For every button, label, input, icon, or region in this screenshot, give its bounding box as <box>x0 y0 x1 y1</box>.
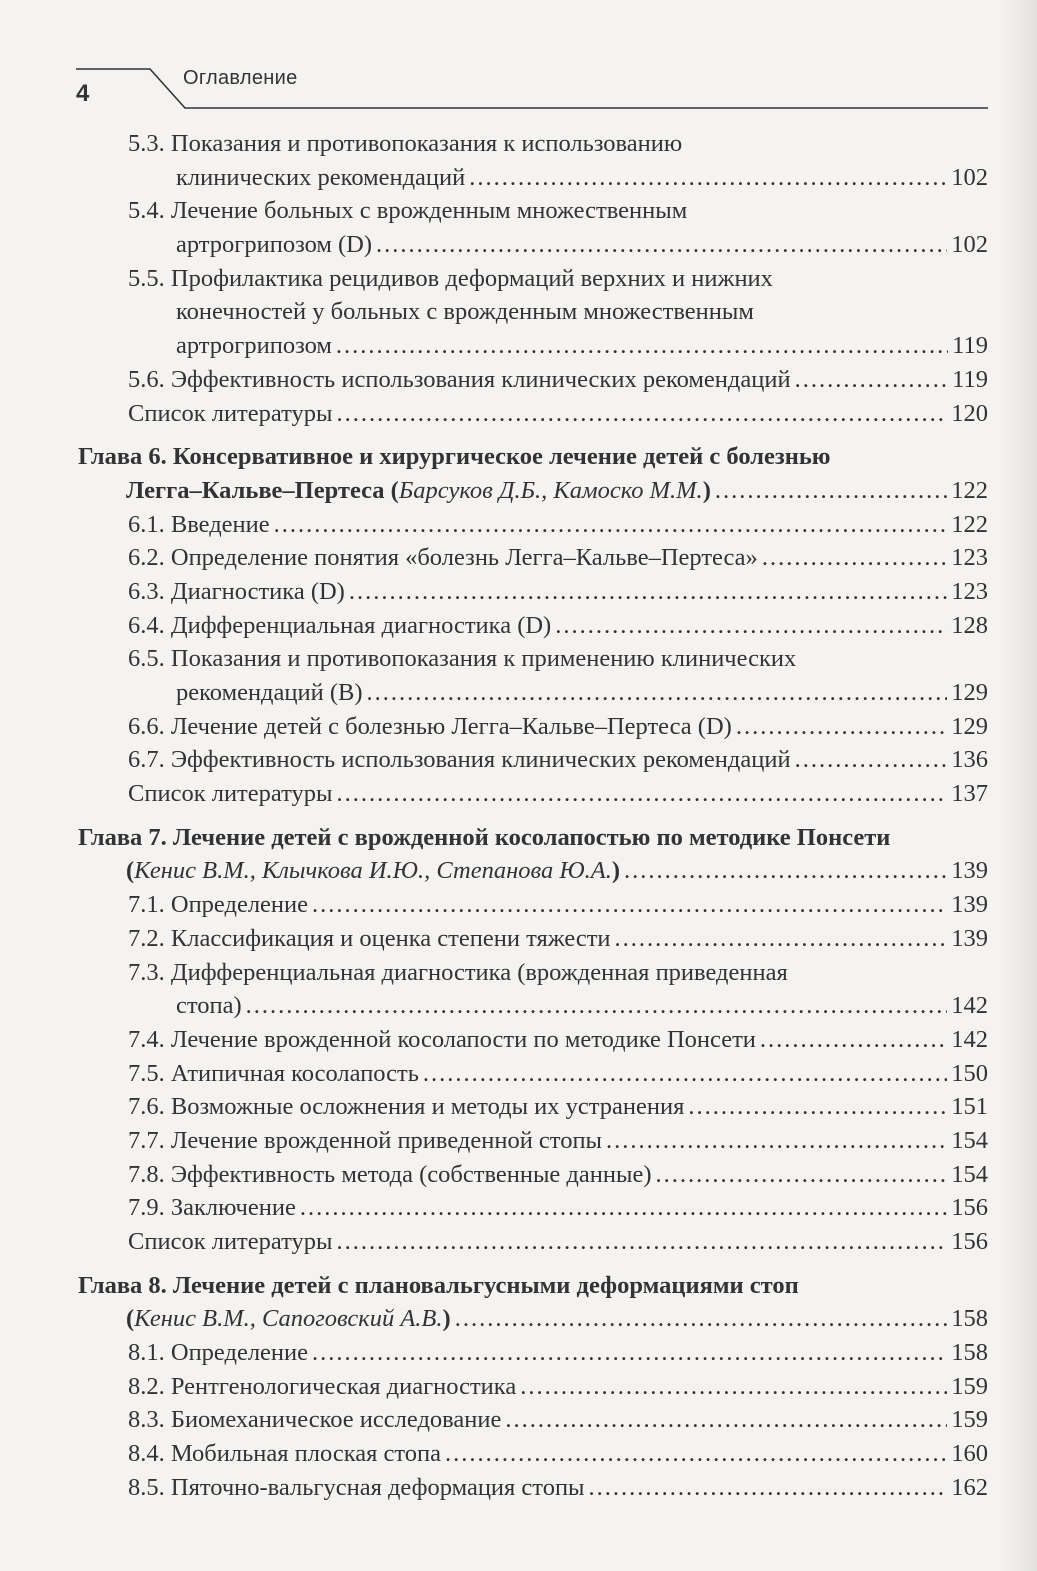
toc-entry[interactable] <box>78 1090 988 1124</box>
toc-page-number: 137 <box>951 780 988 808</box>
toc-entry[interactable] <box>78 228 988 262</box>
toc-entry-text: Список литературы <box>128 780 333 808</box>
toc-leader-dots <box>376 228 947 262</box>
toc-leader-dots <box>445 1437 947 1471</box>
toc-entry[interactable] <box>78 888 988 922</box>
toc-page-number: 122 <box>951 476 988 504</box>
toc-entry-text: Список литературы <box>128 399 333 427</box>
toc-page-number: 120 <box>951 399 988 427</box>
toc-leader-dots <box>520 1370 947 1404</box>
toc-entry-text: 7.6. Возможные осложнения и методы их устранения <box>128 1093 685 1121</box>
toc-entry[interactable] <box>78 194 988 228</box>
toc-entry[interactable] <box>78 1023 988 1057</box>
toc-entry-text: 8.1. Определение <box>128 1339 309 1367</box>
toc-entry[interactable] <box>78 1437 988 1471</box>
toc-entry-text: 8.2. Рентгенологическая диагностика <box>128 1372 517 1400</box>
toc-leader-dots <box>736 710 947 744</box>
toc-page-number: 136 <box>951 746 988 774</box>
chapter-spacer <box>78 430 988 440</box>
toc-chapter-title-cont: ( <box>126 857 135 885</box>
toc-entry[interactable] <box>78 262 988 296</box>
toc-entry-text: Список литературы <box>128 1228 333 1255</box>
toc-page-number: 123 <box>951 544 988 572</box>
toc-entry[interactable] <box>78 1336 988 1370</box>
toc-entry-text: конечностей у больных с врожденным множественным <box>176 298 754 326</box>
toc-entry-text: артрогрипозом (D) <box>176 231 373 259</box>
chapter-spacer <box>78 811 988 821</box>
toc-leader-dots <box>715 474 947 508</box>
toc-leader-dots <box>624 854 947 888</box>
toc-chapter-title-cont: ( <box>126 1305 135 1333</box>
toc-entry-text: 6.1. Введение <box>128 510 270 538</box>
toc-entry[interactable] <box>78 127 988 161</box>
toc-entry[interactable] <box>78 676 988 710</box>
toc-entry[interactable] <box>78 922 988 956</box>
toc-entry[interactable] <box>78 1471 988 1505</box>
toc-close-paren: ) <box>702 476 711 504</box>
toc-leader-dots <box>589 1471 948 1505</box>
toc-page-number: 119 <box>952 332 988 360</box>
header-rule <box>0 0 1037 120</box>
toc-chapter-authors-text <box>126 854 620 888</box>
toc-leader-dots <box>615 922 948 956</box>
toc-entry-text: клинических рекомендаций <box>176 163 466 191</box>
toc-entry[interactable] <box>78 642 988 676</box>
toc-entry[interactable] <box>78 295 988 329</box>
toc-chapter-authors-text <box>126 1302 451 1336</box>
running-title: Оглавление <box>183 67 298 89</box>
toc-entry[interactable] <box>78 575 988 609</box>
toc-page-number: 151 <box>951 1093 988 1121</box>
toc-entry-text: 8.5. Пяточно-вальгусная деформация стопы <box>128 1473 585 1501</box>
toc-entry-text: 7.5. Атипичная косолапость <box>128 1059 419 1087</box>
toc-leader-dots <box>469 161 947 195</box>
toc-entry-text: 8.4. Мобильная плоская стопа <box>128 1440 442 1468</box>
toc-page-number: 123 <box>951 577 988 605</box>
toc-entry[interactable] <box>78 161 988 195</box>
toc-chapter-title <box>78 1269 988 1303</box>
toc-entry[interactable] <box>78 1370 988 1404</box>
toc-leader-dots <box>795 363 949 397</box>
toc-chapter-title-cont: Легга–Кальве–Пертеса ( <box>126 476 399 504</box>
toc-page-number: 154 <box>951 1126 988 1154</box>
toc-entry-text: 7.9. Заключение <box>128 1194 296 1222</box>
toc-page-number: 119 <box>952 365 988 393</box>
toc-authors: Кенис В.М., Клычкова И.Ю., Степанова Ю.А. <box>134 857 612 885</box>
page-edge-shadow <box>997 0 1037 1571</box>
toc-page-number: 158 <box>951 1305 988 1333</box>
toc-page-number: 150 <box>951 1059 988 1087</box>
toc-page-number: 159 <box>951 1406 988 1434</box>
toc-chapter-title <box>78 440 988 474</box>
toc-close-paren: ) <box>442 1305 451 1333</box>
toc-entry[interactable] <box>78 1191 988 1225</box>
toc-page-number: 160 <box>951 1440 988 1468</box>
toc-entry[interactable] <box>78 1158 988 1192</box>
page-number: 4 <box>76 80 90 107</box>
toc-entry[interactable] <box>78 363 988 397</box>
toc-entry[interactable] <box>78 1124 988 1158</box>
toc-page-number: 162 <box>951 1473 988 1501</box>
toc-entry[interactable] <box>78 743 988 777</box>
toc-leader-dots <box>655 1158 947 1192</box>
toc-leader-dots <box>555 609 947 643</box>
toc-entry-text: 7.8. Эффективность метода (собственные данные) <box>128 1160 652 1188</box>
toc-entry-text: стопа) <box>176 992 242 1020</box>
toc-chapter-authors-text <box>126 474 711 508</box>
toc-leader-dots <box>246 989 948 1023</box>
toc-page-number: 102 <box>951 163 988 191</box>
toc-leader-dots <box>336 777 947 811</box>
toc-leader-dots <box>606 1124 947 1158</box>
toc-leader-dots <box>505 1403 947 1437</box>
toc-leader-dots <box>762 541 947 575</box>
toc-chapter-authors <box>78 1302 988 1336</box>
toc-leader-dots <box>336 329 948 363</box>
toc-page-number: 139 <box>951 924 988 952</box>
table-of-contents <box>78 127 988 1505</box>
toc-authors: Кенис В.М., Сапоговский А.В. <box>134 1305 443 1333</box>
toc-entry-text: 5.4. Лечение больных с врожденным множественным <box>128 197 688 225</box>
toc-entry-text: 5.6. Эффективность использования клинических рекомендаций <box>128 365 791 393</box>
toc-leader-dots <box>349 575 947 609</box>
toc-leader-dots <box>795 743 948 777</box>
toc-entry-text: 7.7. Лечение врожденной приведенной стопы <box>128 1126 603 1154</box>
toc-entry-text: 5.3. Показания и противопоказания к использованию <box>128 130 683 157</box>
toc-entry-text: 8.3. Биомеханическое исследование <box>128 1406 502 1434</box>
toc-entry-text: 7.1. Определение <box>128 891 309 919</box>
toc-entry[interactable] <box>78 1057 988 1091</box>
toc-page-number: 128 <box>951 611 988 639</box>
toc-page-number: 142 <box>951 992 988 1020</box>
toc-chapter-text: Глава 8. Лечение детей с плановальгусными деформациями стоп <box>78 1271 799 1299</box>
toc-page-number: 156 <box>951 1194 988 1222</box>
toc-leader-dots <box>336 1225 947 1259</box>
toc-entry[interactable] <box>78 956 988 990</box>
toc-close-paren: ) <box>611 857 620 885</box>
toc-entry[interactable] <box>78 710 988 744</box>
toc-entry[interactable] <box>78 329 988 363</box>
toc-entry-text: 6.7. Эффективность использования клинических рекомендаций <box>128 746 791 774</box>
toc-leader-dots <box>336 397 947 431</box>
toc-entry-text: рекомендаций (В) <box>176 679 363 706</box>
toc-chapter-text: Глава 7. Лечение детей с врожденной косолапостью по методике Понсети <box>78 823 891 851</box>
toc-entry-text: 7.4. Лечение врожденной косолапости по методике Понсети <box>128 1025 756 1053</box>
toc-entry-text: 6.3. Диагностика (D) <box>128 577 345 605</box>
toc-leader-dots <box>274 508 948 542</box>
toc-page-number: 139 <box>951 891 988 919</box>
toc-page-number: 129 <box>951 712 988 740</box>
toc-entry-text: 7.2. Классификация и оценка степени тяжести <box>128 924 611 952</box>
toc-chapter-authors <box>78 854 988 888</box>
toc-entry[interactable] <box>78 989 988 1023</box>
toc-entry[interactable] <box>78 541 988 575</box>
toc-entry[interactable] <box>78 609 988 643</box>
toc-page-number: 102 <box>951 231 988 259</box>
toc-entry[interactable] <box>78 508 988 542</box>
toc-authors: Барсуков Д.Б., Камоско М.М. <box>398 476 703 504</box>
toc-chapter-text: Глава 6. Консервативное и хирургическое лечение детей с болезнью <box>78 443 831 471</box>
toc-page-number: 159 <box>951 1372 988 1400</box>
toc-leader-dots <box>423 1057 947 1091</box>
toc-leader-dots <box>300 1191 947 1225</box>
toc-entry-text: 6.2. Определение понятия «болезнь Легга–Кальве–Пертеса» <box>128 544 758 572</box>
running-header <box>0 0 1037 120</box>
toc-entry-text: 6.6. Лечение детей с болезнью Легга–Кальве–Пертеса (D) <box>128 712 732 740</box>
toc-page-number: 142 <box>951 1025 988 1053</box>
toc-entry[interactable] <box>78 397 988 431</box>
toc-leader-dots <box>688 1090 947 1124</box>
toc-page-number: 156 <box>951 1228 988 1255</box>
toc-chapter-title <box>78 821 988 855</box>
toc-leader-dots <box>455 1302 948 1336</box>
toc-leader-dots <box>312 888 947 922</box>
toc-entry-text: 7.3. Дифференциальная диагностика (врожденная приведенная <box>128 958 788 986</box>
toc-page-number: 158 <box>951 1339 988 1367</box>
toc-page-number: 122 <box>951 510 988 538</box>
toc-entry[interactable] <box>78 1403 988 1437</box>
toc-chapter-authors <box>78 474 988 508</box>
toc-entry-text: артрогрипозом <box>176 332 332 360</box>
toc-entry[interactable] <box>78 1225 988 1259</box>
toc-page-number: 139 <box>951 857 988 885</box>
toc-entry[interactable] <box>78 777 988 811</box>
toc-page-number: 154 <box>951 1160 988 1188</box>
toc-entry-text: 6.4. Дифференциальная диагностика (D) <box>128 611 552 639</box>
toc-leader-dots <box>312 1336 947 1370</box>
toc-entry-text: 6.5. Показания и противопоказания к применению клинических <box>128 645 797 673</box>
toc-leader-dots <box>367 676 948 710</box>
chapter-spacer <box>78 1259 988 1269</box>
toc-leader-dots <box>760 1023 947 1057</box>
toc-page-number: 129 <box>951 679 988 706</box>
toc-entry-text: 5.5. Профилактика рецидивов деформаций верхних и нижних <box>128 264 773 292</box>
